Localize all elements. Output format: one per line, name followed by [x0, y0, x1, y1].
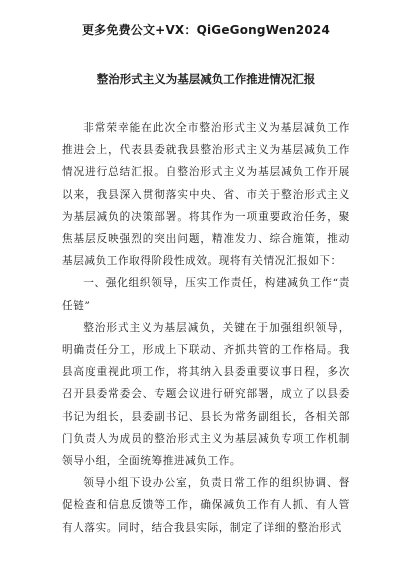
paragraph-intro: 非常荣幸能在此次全市整治形式主义为基层减负工作推进会上，代表县委就我县整治形式主义为基层减负工作情况进行总结汇报。自整治形式主义为基层减负工作开展以来，我县深入贯彻落实中央、省、市关于整治形式主义为基层减负的决策部署。将其作为一项重要政治任务，聚焦基层反映强烈的突出问题，精准发力、综合施策，推动基层减负工作取得阶段性成效。现将有关情况汇报如下：: [62, 122, 350, 268]
paragraph-office: 领导小组下设办公室，负责日常工作的组织协调、督促检查和信息反馈等工作，确保减负工作有人抓、有人管有人落实。同时，结合我县实际，制定了详细的整治形式: [62, 477, 350, 534]
section-heading: 一、强化组织领导，压实工作责任，构建减负工作“责任链”: [62, 277, 350, 312]
document-title: 整治形式主义为基层减负工作推进情况汇报: [96, 72, 316, 86]
watermark-text: 更多免费公文+VX：QiGeGongWen2024: [81, 23, 330, 37]
paragraph-leadership: 整治形式主义为基层减负，关键在于加强组织领导，明确责任分工，形成上下联动、齐抓共管的工作格局。我县高度重视此项工作，将其纳入县委重要议事日程，多次召开县委常委会、专题会议进行研究部署，成立了以县委书记为组长，县委副书记、县长为常务副组长，各相关部门负责人为成员的整治形式主义为基层减负专项工作机制领导小组，全面统筹推进减负工作。: [62, 321, 350, 468]
document-body: [62, 117, 350, 539]
